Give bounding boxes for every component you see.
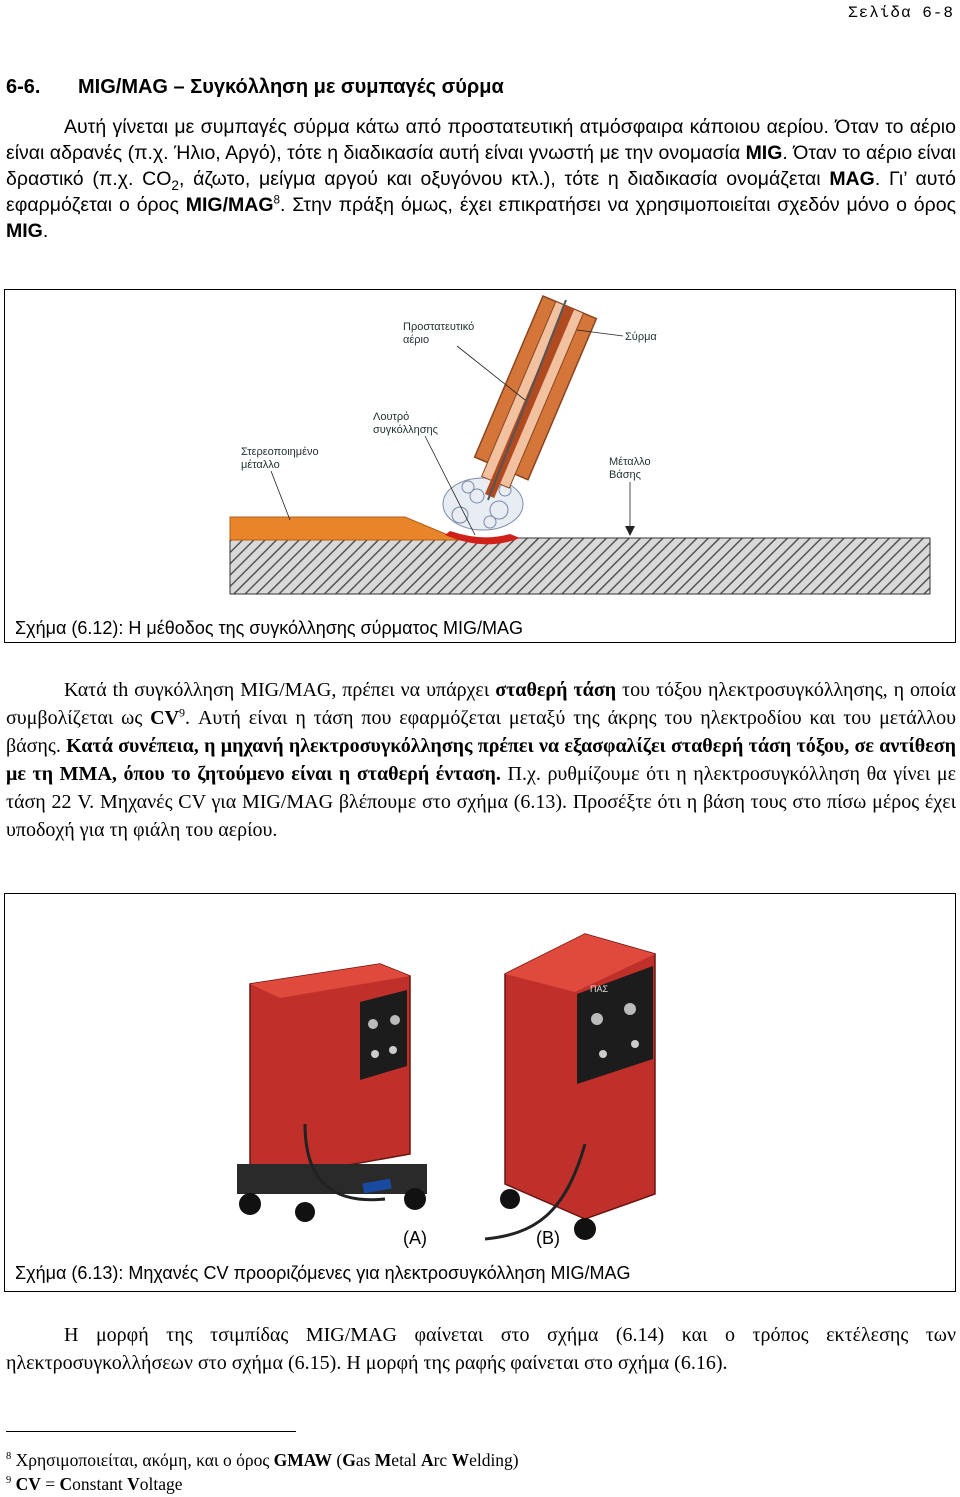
- svg-text:αέριο: αέριο: [403, 334, 430, 346]
- base-metal: [230, 538, 930, 594]
- figure-cv-machines: [4, 893, 956, 1292]
- figure-caption-6-13: Σχήμα (6.13): Μηχανές CV προοριζόμενες για ηλεκτροσυγκόλληση MIG/MAG: [15, 1263, 631, 1283]
- cv-paragraph: Κατά th συγκόλληση MIG/MAG, πρέπει να υπάρχει σταθερή τάση του τόξου ηλεκτροσυγκόλλησης, η οποία συμβολίζεται ως $CV^9$. Αυτή είναι η τάση που εφαρμόζεται μεταξύ της άκρης του ηλεκτροδίου και του μετάλλου βάσης. Κατά συνέπεια, η μηχανή ηλεκτροσυγκόλλησης πρέπει να εξασφαλίζει σταθερή τάση τόξου, σε αντίθεση με τη MMA, όπου το ζητούμενο είναι η σταθερή ένταση. Π.χ. ρυθμίζουμε ότι η ηλεκτροσυγκόλληση θα γίνει με τάση 22 V. Μηχανές CV για MIG/MAG βλέπουμε στο σχήμα (6.13). Προσέξτε ότι η βάση τους στο πίσω μέρος έχει υποδοχή για τη φιάλη του αερίου.: [6, 679, 957, 841]
- svg-text:Μέταλλο: Μέταλλο: [609, 456, 651, 468]
- machine-a-label: (A): [403, 1228, 427, 1248]
- footnote-8: $^8$ Χρησιμοποιείται, ακόμη, και ο όρος GMAW (Gas Metal Arc Welding): [6, 1450, 519, 1470]
- figure-mig-process: [4, 289, 956, 643]
- figure-caption-6-12: Σχήμα (6.12): Η μέθοδος της συγκόλλησης σύρματος MIG/MAG: [15, 618, 524, 638]
- torch-paragraph: Η μορφή της τσιμπίδας MIG/MAG φαίνεται στο σχήμα (6.14) και ο τρόπος εκτέλεσης των ηλεκτροσυγκολλήσεων στο σχήμα (6.15). Η μορφή της ραφής φαίνεται στο σχήμα (6.16).: [6, 1324, 956, 1374]
- section-number: 6-6.: [6, 76, 41, 98]
- machines-illustration: [5, 894, 954, 1290]
- mig-diagram: [5, 290, 954, 641]
- torch-nozzle: [463, 296, 596, 507]
- svg-text:μέταλλο: μέταλλο: [241, 459, 280, 471]
- svg-text:συγκόλλησης: συγκόλλησης: [373, 424, 438, 436]
- machine-a: [237, 964, 427, 1222]
- svg-text:Βάσης: Βάσης: [609, 469, 641, 481]
- intro-paragraph: Αυτή γίνεται με συμπαγές σύρμα κάτω από προστατευτική ατμόσφαιρα κάποιου αερίου. Όταν το αέριο είναι αδρανές (π.χ. Ήλιο, Αργό), τότε η διαδικασία αυτή είναι γνωστή με την ονομασία MIG. Όταν το αέριο είναι δραστικό (π.χ. $CO_2$, άζωτο, μείγμα αργού και οξυγόνου κτλ.), τότε η διαδικασία ονομάζεται MAG. Γι’ αυτό εφαρμόζεται ο όρος MIG/MAG$^8$. Στην πράξη όμως, έχει επικρατήσει να χρησιμοποιείται σχεδόν μόνο ο όρος MIG.: [6, 116, 957, 242]
- machine-b-label: (B): [536, 1228, 560, 1248]
- svg-text:ΠΑΣ: ΠΑΣ: [590, 984, 609, 994]
- svg-text:Σύρμα: Σύρμα: [625, 331, 657, 343]
- footnote-separator: [6, 1431, 296, 1432]
- svg-text:Στερεοποιημένο: Στερεοποιημένο: [241, 446, 319, 458]
- section-title: [6, 76, 504, 99]
- svg-text:Προστατευτικό: Προστατευτικό: [403, 321, 475, 333]
- solidified-bead: [230, 517, 460, 540]
- footnote-9: $^9$ CV = Constant Voltage: [6, 1474, 183, 1494]
- page-header: Σελίδα 6-8: [847, 4, 954, 22]
- shielding-gas-cloud: [443, 478, 523, 530]
- machine-b: [485, 934, 655, 1240]
- section-heading: MIG/MAG – Συγκόλληση με συμπαγές σύρμα: [78, 76, 504, 98]
- svg-text:Λουτρό: Λουτρό: [373, 411, 410, 423]
